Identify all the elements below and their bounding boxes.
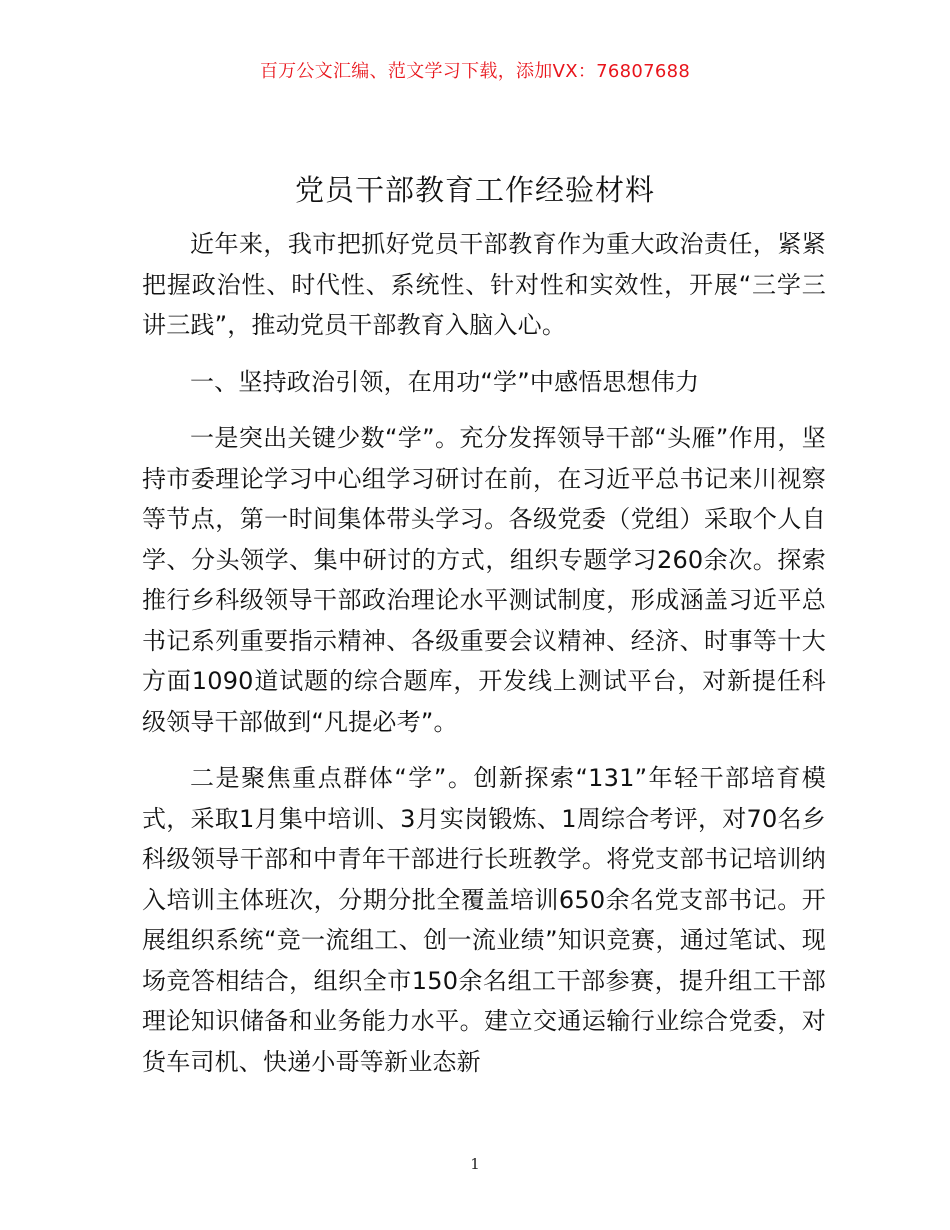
document-title: 党员干部教育工作经验材料	[294, 173, 655, 207]
intro-paragraph: 近年来，我市把抓好党员干部教育作为重大政治责任，紧紧把握政治性、时代性、系统性、针对性和实效性，开展“三学三讲三践”，推动党员干部教育入脑入心。	[142, 230, 826, 339]
body-paragraph: 一是突出关键少数“学”。充分发挥领导干部“头雁”作用，坚持市委理论学习中心组学习研讨在前，在习近平总书记来川视察等节点，第一时间集体带头学习。各级党委（党组）采取个人自学、分头领学、集中研讨的方式，组织专题学习260余次。探索推行乡科级领导干部政治理论水平测试制度，形成涵盖习近平总书记系列重要指示精神、各级重要会议精神、经济、时事等十大方面1090道试题的综合题库，开发线上测试平台，对新提任科级领导干部做到“凡提必考”。	[142, 424, 826, 736]
section-heading: 一、坚持政治引领，在用功“学”中感悟思想伟力	[190, 367, 700, 396]
page-number: 1	[470, 1155, 480, 1173]
body-paragraph: 二是聚焦重点群体“学”。创新探索“131”年轻干部培育模式，采取1月集中培训、3月实岗锻炼、1周综合考评，对70名乡科级领导干部和中青年干部进行长班教学。将党支部书记培训纳入培训主体班次，分期分批全覆盖培训650余名党支部书记。开展组织系统“竞一流组工、创一流业绩”知识竞赛，通过笔试、现场竞答相结合，组织全市150余名组工干部参赛，提升组工干部理论知识储备和业务能力水平。建立交通运输行业综合党委，对货车司机、快递小哥等新业态新	[142, 764, 826, 1076]
document-body	[142, 224, 826, 1098]
header-banner: 百万公文汇编、范文学习下载，添加VX：76807688	[259, 61, 691, 82]
